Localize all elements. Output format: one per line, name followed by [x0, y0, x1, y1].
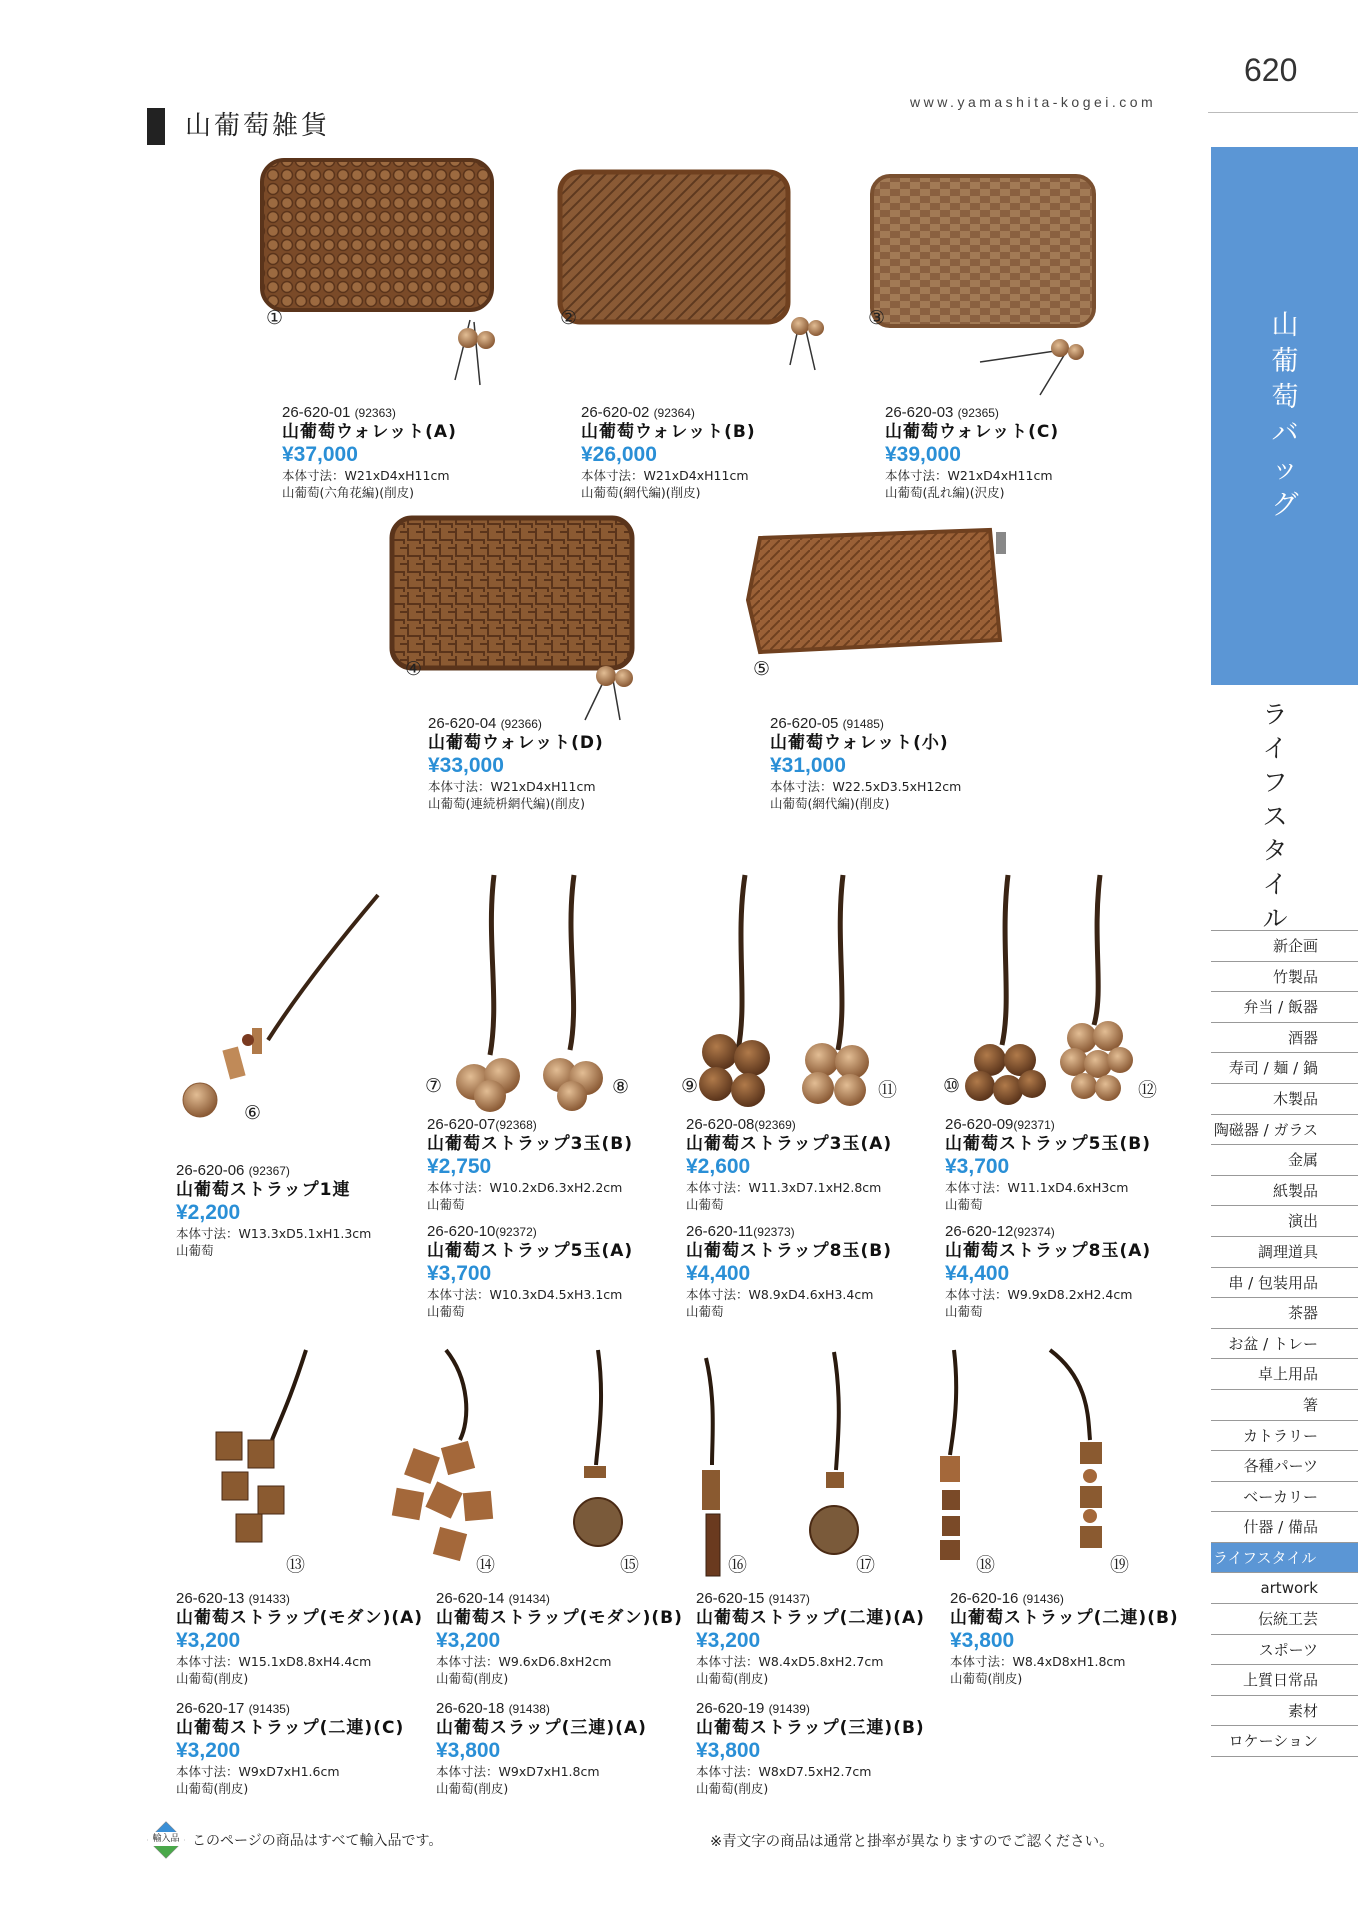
- strap-19-image: [1050, 1350, 1102, 1548]
- item-number-11: ⑪: [878, 1079, 898, 1101]
- wallet-d-image: [392, 518, 633, 720]
- sidebar-category-item[interactable]: 素材: [1211, 1695, 1358, 1726]
- product-name: 山葡萄ストラップ(モダン)(A): [176, 1608, 424, 1628]
- product-code: 26-620-15: [696, 1590, 765, 1607]
- product-code: 26-620-08: [686, 1116, 755, 1133]
- product-subcode: (92364): [653, 406, 695, 420]
- strap-18-image: [940, 1350, 960, 1560]
- product-subcode: (91439): [768, 1702, 810, 1716]
- product-dimensions: 本体寸法：W8.4xD5.8xH2.7cm: [696, 1654, 884, 1669]
- product-subcode: (91433): [248, 1592, 290, 1606]
- item-number-18: ⑱: [976, 1554, 996, 1576]
- product-material: 山葡萄(削皮): [696, 1781, 769, 1796]
- strap-10-image: [965, 875, 1046, 1105]
- product-material: 山葡萄(削皮): [696, 1671, 769, 1686]
- product-dimensions: 本体寸法：W21xD4xH11cm: [885, 468, 1053, 483]
- product-dimensions: 本体寸法：W8.9xD4.6xH3.4cm: [686, 1287, 874, 1302]
- import-badge-label: 輸入品: [148, 1832, 184, 1846]
- sidebar-category-item[interactable]: artwork: [1211, 1572, 1358, 1603]
- product-26-620-18[interactable]: [436, 1700, 647, 1797]
- product-name: 山葡萄ウォレット(C): [885, 422, 1060, 442]
- page-number: 620: [1244, 52, 1298, 88]
- product-subcode: (92365): [957, 406, 999, 420]
- sidebar-category-item[interactable]: ロケーション: [1211, 1725, 1358, 1756]
- sidebar-category-item[interactable]: 寿司 / 麺 / 鍋: [1211, 1052, 1358, 1083]
- product-code: 26-620-16: [950, 1590, 1019, 1607]
- sidebar-category-item[interactable]: お盆 / トレー: [1211, 1328, 1358, 1359]
- product-material: 山葡萄(削皮): [436, 1671, 509, 1686]
- rate-note: ※青文字の商品は通常と掛率が異なりますのでご認ください。: [710, 1834, 1114, 1850]
- product-name: 山葡萄ストラップ8玉(B): [686, 1241, 892, 1261]
- product-subcode: (92372): [495, 1225, 537, 1239]
- product-code: 26-620-03: [885, 404, 954, 421]
- product-material: 山葡萄(削皮): [436, 1781, 509, 1796]
- item-number-1: ①: [266, 307, 284, 329]
- product-price: ¥3,200: [176, 1739, 241, 1762]
- product-dimensions: 本体寸法：W9xD7xH1.6cm: [176, 1764, 340, 1779]
- product-26-620-10[interactable]: [427, 1223, 633, 1320]
- product-name: 山葡萄ウォレット(小): [770, 733, 949, 753]
- product-26-620-06[interactable]: [176, 1162, 371, 1259]
- product-price: ¥2,200: [176, 1201, 241, 1224]
- product-code: 26-620-17: [176, 1700, 245, 1717]
- item-number-3: ③: [868, 307, 886, 329]
- product-26-620-11[interactable]: [686, 1223, 892, 1320]
- sidebar-category-item[interactable]: 弁当 / 飯器: [1211, 991, 1358, 1022]
- product-material: 山葡萄(網代編)(削皮): [581, 485, 701, 500]
- strap-16-image: [702, 1358, 720, 1576]
- strap-08-image: [543, 875, 603, 1111]
- product-code: 26-620-11: [686, 1223, 754, 1240]
- item-number-15: ⑮: [620, 1554, 640, 1576]
- item-number-4: ④: [405, 658, 423, 680]
- item-number-14: ⑭: [476, 1554, 496, 1576]
- product-subcode: (92371): [1013, 1118, 1055, 1132]
- product-price: ¥3,200: [696, 1629, 761, 1652]
- product-dimensions: 本体寸法：W10.3xD4.5xH3.1cm: [427, 1287, 623, 1302]
- sidebar-category-item[interactable]: 紙製品: [1211, 1175, 1358, 1206]
- product-name: 山葡萄ストラップ5玉(A): [427, 1241, 634, 1261]
- product-price: ¥2,750: [427, 1155, 492, 1178]
- import-note: このページの商品はすべて輸入品です。: [192, 1833, 443, 1849]
- product-dimensions: 本体寸法：W13.3xD5.1xH1.3cm: [176, 1226, 372, 1241]
- product-name: 山葡萄ウォレット(B): [581, 422, 756, 442]
- product-dimensions: 本体寸法：W21xD4xH11cm: [428, 779, 596, 794]
- product-dimensions: 本体寸法：W8.4xD8xH1.8cm: [950, 1654, 1126, 1669]
- product-name: 山葡萄ストラップ3玉(B): [427, 1134, 633, 1154]
- product-name: 山葡萄ストラップ3玉(A): [686, 1134, 893, 1154]
- product-name: 山葡萄ウォレット(A): [282, 422, 457, 442]
- product-dimensions: 本体寸法：W9.9xD8.2xH2.4cm: [945, 1287, 1133, 1302]
- product-dimensions: 本体寸法：W15.1xD8.8xH4.4cm: [176, 1654, 372, 1669]
- product-26-620-01[interactable]: [282, 404, 457, 501]
- product-price: ¥39,000: [885, 443, 961, 466]
- product-name: 山葡萄ストラップ(二連)(A): [696, 1608, 925, 1628]
- product-code: 26-620-19: [696, 1700, 765, 1717]
- sidebar-category-item[interactable]: 新企画: [1211, 930, 1358, 961]
- sidebar-category-item[interactable]: カトラリー: [1211, 1420, 1358, 1451]
- product-subcode: (91437): [768, 1592, 810, 1606]
- product-26-620-12[interactable]: [945, 1223, 1151, 1320]
- wallet-c-image: [872, 176, 1094, 395]
- product-price: ¥37,000: [282, 443, 358, 466]
- strap-11-image: [802, 875, 869, 1106]
- product-name: 山葡萄ストラップ8玉(A): [945, 1241, 1152, 1261]
- product-code: 26-620-01: [282, 404, 351, 421]
- product-name: 山葡萄ストラップ(二連)(B): [950, 1608, 1179, 1628]
- item-number-19: ⑲: [1110, 1554, 1130, 1576]
- strap-14-image: [392, 1350, 493, 1561]
- sidebar-category-item[interactable]: 箸: [1211, 1389, 1358, 1420]
- product-code: 26-620-14: [436, 1590, 505, 1607]
- product-material: 山葡萄: [686, 1197, 724, 1212]
- sidebar-category-item[interactable]: 茶器: [1211, 1297, 1358, 1328]
- strap-12-image: [1060, 875, 1133, 1101]
- product-price: ¥3,800: [950, 1629, 1015, 1652]
- product-material: 山葡萄(削皮): [950, 1671, 1023, 1686]
- product-26-620-13[interactable]: [176, 1590, 423, 1687]
- product-subcode: (92369): [754, 1118, 796, 1132]
- sidebar-category-item[interactable]: 什器 / 備品: [1211, 1511, 1358, 1542]
- product-code: 26-620-09: [945, 1116, 1014, 1133]
- item-number-2: ②: [560, 307, 578, 329]
- strap-17-image: [810, 1352, 858, 1554]
- product-26-620-03[interactable]: [885, 404, 1059, 501]
- product-code: 26-620-10: [427, 1223, 496, 1240]
- product-price: ¥3,200: [176, 1629, 241, 1652]
- product-material: 山葡萄(削皮): [176, 1671, 249, 1686]
- item-number-13: ⑬: [286, 1554, 306, 1576]
- product-material: 山葡萄: [945, 1197, 983, 1212]
- product-subcode: (92373): [753, 1225, 795, 1239]
- sidebar-category-item[interactable]: 卓上用品: [1211, 1358, 1358, 1389]
- product-material: 山葡萄: [427, 1304, 465, 1319]
- product-name: 山葡萄ストラップ5玉(B): [945, 1134, 1151, 1154]
- product-price: ¥31,000: [770, 754, 846, 777]
- product-name: 山葡萄ストラップ(二連)(C): [176, 1718, 405, 1738]
- product-subcode: (92368): [495, 1118, 537, 1132]
- sidebar-category-item[interactable]: スポーツ: [1211, 1634, 1358, 1665]
- product-subcode: (91438): [508, 1702, 550, 1716]
- sidebar-category-item[interactable]: 演出: [1211, 1205, 1358, 1236]
- product-material: 山葡萄: [176, 1243, 214, 1258]
- product-26-620-04[interactable]: [428, 715, 604, 812]
- product-subcode: (91436): [1022, 1592, 1064, 1606]
- category-label: ラ イ フ ス タ イ ル: [1262, 700, 1288, 933]
- sidebar-category-item[interactable]: 竹製品: [1211, 961, 1358, 992]
- strap-15-image: [574, 1350, 622, 1546]
- item-number-12: ⑫: [1138, 1079, 1158, 1101]
- section-tab-label: 山 葡 萄 バ ッ グ: [1271, 310, 1299, 521]
- product-dimensions: 本体寸法：W9.6xD6.8xH2cm: [436, 1654, 612, 1669]
- item-number-8: ⑧: [612, 1076, 630, 1098]
- product-26-620-14[interactable]: [436, 1590, 683, 1687]
- wallet-small-image: [748, 530, 1006, 652]
- product-code: 26-620-02: [581, 404, 650, 421]
- product-material: 山葡萄(削皮): [176, 1781, 249, 1796]
- product-26-620-16[interactable]: [950, 1590, 1179, 1687]
- product-material: 山葡萄: [945, 1304, 983, 1319]
- product-dimensions: 本体寸法：W11.1xD4.6xH3cm: [945, 1180, 1129, 1195]
- product-name: 山葡萄ストラップ(モダン)(B): [436, 1608, 683, 1628]
- product-26-620-07[interactable]: [427, 1116, 633, 1213]
- sidebar-category-item[interactable]: 酒器: [1211, 1022, 1358, 1053]
- product-material: 山葡萄(網代編)(削皮): [770, 796, 890, 811]
- product-price: ¥3,200: [436, 1629, 501, 1652]
- product-dimensions: 本体寸法：W22.5xD3.5xH12cm: [770, 779, 962, 794]
- product-subcode: (91434): [508, 1592, 550, 1606]
- wallet-a-image: [262, 160, 495, 385]
- product-26-620-05[interactable]: [770, 715, 961, 812]
- product-price: ¥3,800: [696, 1739, 761, 1762]
- product-material: 山葡萄: [427, 1197, 465, 1212]
- strap-07-image: [456, 875, 520, 1112]
- sidebar-category-item[interactable]: 金属: [1211, 1144, 1358, 1175]
- sidebar-category-item[interactable]: 陶磁器 / ガラス: [1211, 1114, 1358, 1145]
- product-26-620-17[interactable]: [176, 1700, 404, 1797]
- product-material: 山葡萄(六角花編)(削皮): [282, 485, 415, 500]
- product-name: 山葡萄スラップ(三連)(A): [436, 1718, 647, 1738]
- sidebar-category-item[interactable]: 調理道具: [1211, 1236, 1358, 1267]
- item-number-10: ⑩: [943, 1075, 961, 1097]
- product-material: 山葡萄(連続枡網代編)(削皮): [428, 796, 586, 811]
- product-price: ¥2,600: [686, 1155, 751, 1178]
- product-price: ¥3,700: [945, 1155, 1010, 1178]
- product-material: 山葡萄(乱れ編)(沢皮): [885, 485, 1005, 500]
- product-code: 26-620-12: [945, 1223, 1014, 1240]
- sidebar-category-item[interactable]: 伝統工芸: [1211, 1603, 1358, 1634]
- product-price: ¥3,800: [436, 1739, 501, 1762]
- product-dimensions: 本体寸法：W21xD4xH11cm: [282, 468, 450, 483]
- item-number-6: ⑥: [244, 1102, 262, 1124]
- product-code: 26-620-06: [176, 1162, 245, 1179]
- product-name: 山葡萄ストラップ(三連)(B): [696, 1718, 925, 1738]
- sidebar-category-item[interactable]: ベーカリー: [1211, 1481, 1358, 1512]
- sidebar-category-item[interactable]: ライフスタイル: [1211, 1542, 1358, 1573]
- product-code: 26-620-05: [770, 715, 839, 732]
- product-26-620-08[interactable]: [686, 1116, 892, 1213]
- item-number-5: ⑤: [753, 658, 771, 680]
- sidebar-category-item[interactable]: 上質日常品: [1211, 1664, 1358, 1695]
- product-dimensions: 本体寸法：W21xD4xH11cm: [581, 468, 749, 483]
- product-subcode: (92374): [1013, 1225, 1055, 1239]
- page-title: 山葡萄雑貨: [185, 111, 331, 141]
- product-price: ¥4,400: [945, 1262, 1010, 1285]
- strap-06-image: [183, 895, 378, 1117]
- product-subcode: (92367): [248, 1164, 290, 1178]
- product-dimensions: 本体寸法：W11.3xD7.1xH2.8cm: [686, 1180, 882, 1195]
- item-number-17: ⑰: [856, 1554, 876, 1576]
- product-name: 山葡萄ウォレット(D): [428, 733, 604, 753]
- item-number-7: ⑦: [425, 1075, 443, 1097]
- product-26-620-19[interactable]: [696, 1700, 925, 1797]
- product-code: 26-620-18: [436, 1700, 505, 1717]
- sidebar-category-item[interactable]: 各種パーツ: [1211, 1450, 1358, 1481]
- product-subcode: (92366): [500, 717, 542, 731]
- product-price: ¥26,000: [581, 443, 657, 466]
- wallet-b-image: [560, 172, 824, 370]
- product-dimensions: 本体寸法：W10.2xD6.3xH2.2cm: [427, 1180, 623, 1195]
- product-26-620-15[interactable]: [696, 1590, 925, 1687]
- product-price: ¥3,700: [427, 1262, 492, 1285]
- product-price: ¥4,400: [686, 1262, 751, 1285]
- product-price: ¥33,000: [428, 754, 504, 777]
- strap-13-image: [216, 1350, 306, 1542]
- product-dimensions: 本体寸法：W8xD7.5xH2.7cm: [696, 1764, 872, 1779]
- product-26-620-02[interactable]: [581, 404, 756, 501]
- product-code: 26-620-04: [428, 715, 497, 732]
- item-number-9: ⑨: [681, 1075, 699, 1097]
- product-subcode: (91485): [842, 717, 884, 731]
- site-url[interactable]: www.yamashita-kogei.com: [910, 94, 1157, 110]
- product-26-620-09[interactable]: [945, 1116, 1151, 1213]
- product-subcode: (92363): [354, 406, 396, 420]
- product-subcode: (91435): [248, 1702, 290, 1716]
- strap-09-image: [699, 875, 770, 1107]
- sidebar-category-item[interactable]: 木製品: [1211, 1083, 1358, 1114]
- product-dimensions: 本体寸法：W9xD7xH1.8cm: [436, 1764, 600, 1779]
- product-code: 26-620-13: [176, 1590, 245, 1607]
- sidebar-category-item[interactable]: 串 / 包装用品: [1211, 1267, 1358, 1298]
- product-code: 26-620-07: [427, 1116, 496, 1133]
- item-number-16: ⑯: [728, 1554, 748, 1576]
- product-name: 山葡萄ストラップ1連: [176, 1180, 351, 1200]
- product-material: 山葡萄: [686, 1304, 724, 1319]
